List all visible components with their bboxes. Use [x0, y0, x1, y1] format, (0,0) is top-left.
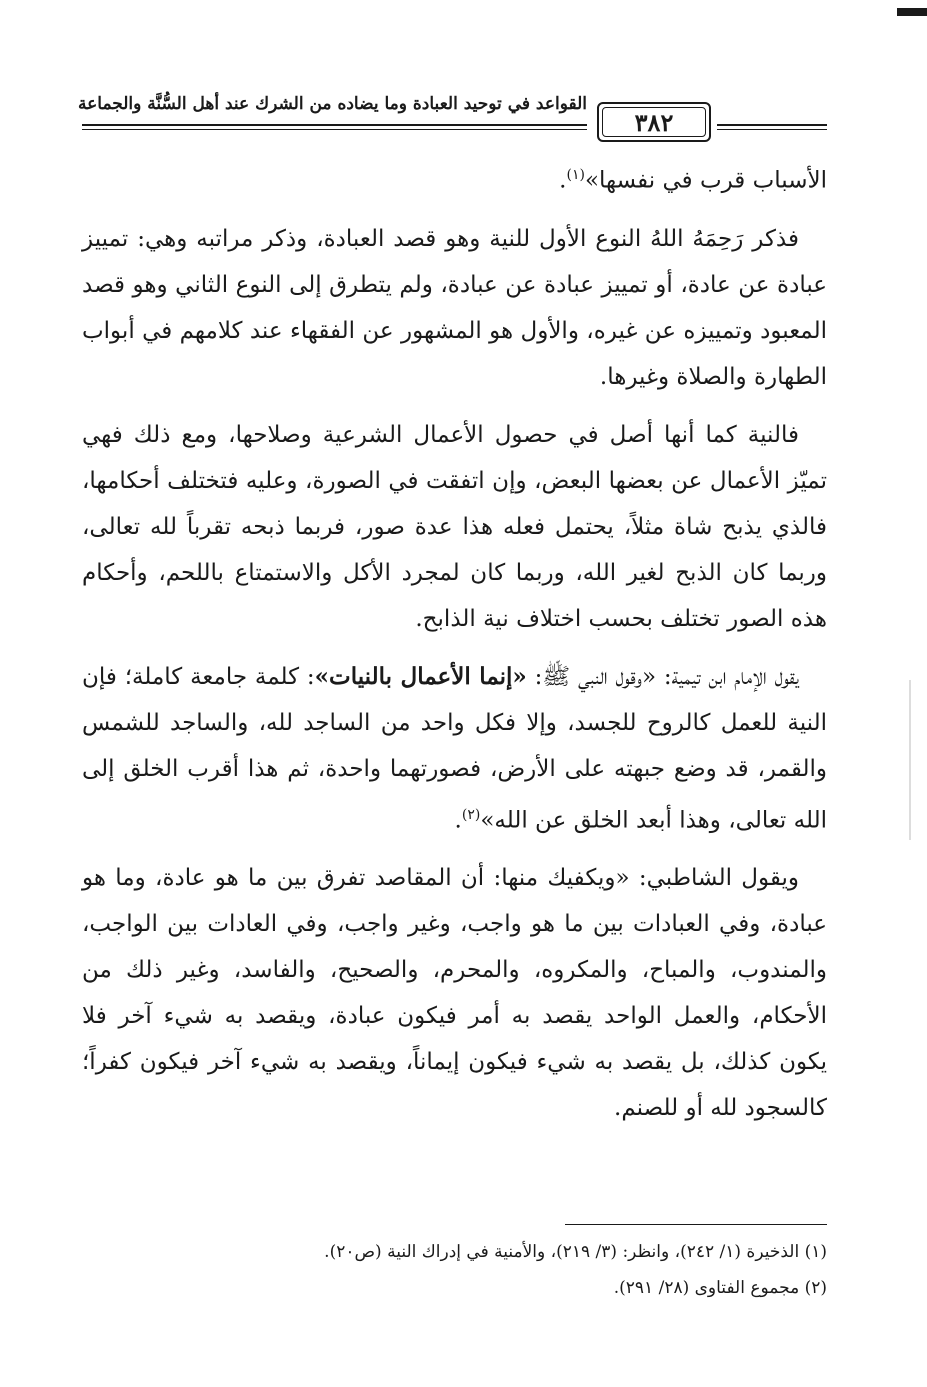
- footnote-separator: [565, 1224, 827, 1225]
- corner-mark: [897, 8, 927, 16]
- footnote-ref-2: (٢): [461, 806, 481, 823]
- paragraph-3: [82, 654, 827, 844]
- running-title: القواعد في توحيد العبادة وما يضاده من الشرك عند أهل السُّنَّة والجماعة: [78, 94, 587, 114]
- header-rule-right: [717, 124, 827, 130]
- margin-mark: [909, 680, 911, 840]
- paragraph-0-text: الأسباب قرب في نفسها»: [584, 167, 827, 194]
- page-header: [78, 88, 827, 142]
- paragraph-3-rest: : كلمة جامعة كاملة؛ فإن النية للعمل كالروح للجسد، وإلا فكل واحد من الساجد لله، والساجد للشمس والقمر، قد وضع جبهته على الأرض، فصورتهما واحدة، ثم هذا أقرب الخلق إلى الله تعالى، وهذا أبعد الخلق عن الله»: [82, 663, 827, 834]
- header-rule: [82, 124, 587, 130]
- paragraph-3-end: .: [454, 807, 462, 834]
- paragraph-1: فذكر رَحِمَهُ اللهُ النوع الأول للنية وهو قصد العبادة، وذكر مراتبه وهي: تمييز عبادة عن عادة، أو تمييز عبادة عن عبادة، ولم يتطرق إلى النوع الثاني وهو قصد المعبود وتمييزه عن غيره، والأول هو المشهور عن الفقهاء عند كلامهم في أبواب الطهارة والصلاة وغيرها.: [82, 225, 827, 390]
- paragraph-0: [82, 152, 827, 204]
- body-text: [82, 152, 827, 1143]
- paragraph-4: ويقول الشاطبي: «ويكفيك منها: أن المقاصد تفرق بين ما هو عادة، وما هو عبادة، وفي العبادات بين ما هو واجب، وغير واجب، وفي العادات بين الواجب، والمندوب، والمباح، والمكروه، والمحرم، والصحيح، والفاسد، وغير ذلك من الأحكام، والعمل الواحد يقصد به أمر فيكون عبادة، ويقصد به شيء آخر فلا يكون كذلك، بل يقصد به شيء فيكون إيماناً، ويقصد به شيء آخر فيكون كفراً؛ كالسجود لله أو للصنم.: [82, 865, 827, 1122]
- footnote-2: (٢) مجموع الفتاوى (٢٨/ ٢٩١).: [613, 1278, 827, 1298]
- footnote-ref-1: (١): [566, 167, 585, 183]
- paragraph-0-end: .: [559, 167, 567, 194]
- footnote-1: (١) الذخيرة (١/ ٢٤٢)، وانظر: (٣/ ٢١٩)، والأمنية في إدراك النية (ص٢٠).: [324, 1242, 827, 1262]
- paragraph-2: فالنية كما أنها أصل في حصول الأعمال الشرعية وصلاحها، ومع ذلك فهي تميّز الأعمال عن بعضها البعض، وإن اتفقت في الصورة، وعليه فتختلف أحكامها، فالذي يذبح شاة مثلاً، يحتمل فعله هذا عدة صور، فربما ذبحه تقرباً لله تعالى، وربما كان الذبح لغير الله، وربما كان لمجرد الأكل والاستمتاع باللحم، وأحكام هذه الصور تختلف بحسب اختلاف نية الذابح.: [82, 421, 827, 632]
- paragraph-3-start: يقول الإمام ابن تيمية: «وقول النبي ﷺ:: [526, 663, 799, 690]
- page-number: ٣٨٢: [597, 102, 711, 142]
- footnotes: [82, 1234, 827, 1306]
- hadith-quote: «إنما الأعمال بالنيات»: [314, 662, 527, 690]
